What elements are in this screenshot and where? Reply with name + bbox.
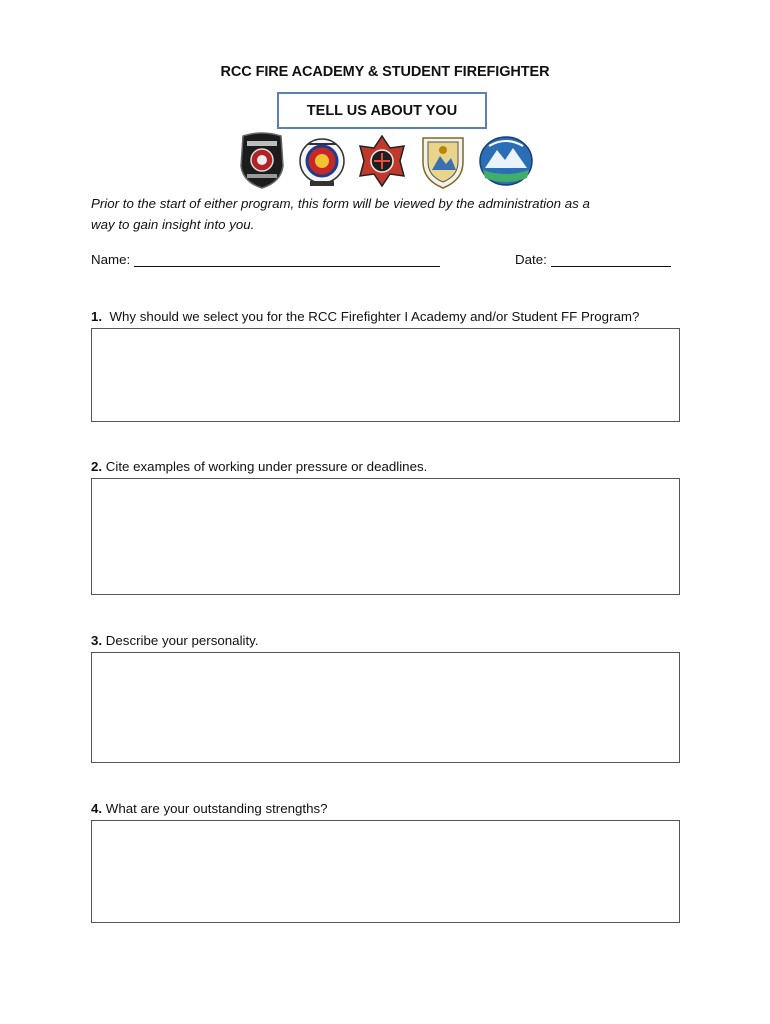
mountain-seal-logo	[477, 132, 535, 190]
page-title: RCC FIRE ACADEMY & STUDENT FIREFIGHTER	[220, 64, 550, 80]
name-label: Name:	[91, 252, 131, 267]
answer-box-1[interactable]	[91, 328, 680, 422]
question-text: Cite examples of working under pressure or deadlines.	[105, 459, 428, 474]
fire-district-seal-logo	[298, 132, 346, 190]
question-number: 3.	[91, 633, 103, 648]
question-number: 2.	[91, 459, 103, 474]
section-title-box	[277, 92, 487, 129]
name-input-line[interactable]	[134, 252, 440, 267]
date-input-line[interactable]	[551, 252, 671, 267]
question-number: 1.	[91, 309, 103, 324]
question-text: Describe your personality.	[105, 633, 259, 648]
answer-box-2[interactable]	[91, 478, 680, 595]
logo-row	[0, 132, 770, 192]
question-2	[91, 459, 427, 474]
question-number: 4.	[91, 801, 103, 816]
date-label: Date:	[515, 252, 547, 267]
question-1	[91, 309, 639, 324]
question-4	[91, 801, 328, 816]
name-field	[91, 252, 440, 267]
fire-badge-black-logo	[237, 132, 287, 190]
answer-box-4[interactable]	[91, 820, 680, 923]
question-text: Why should we select you for the RCC Firefighter I Academy and/or Student FF Program?	[109, 309, 640, 324]
intro-line-2: way to gain insight into you.	[91, 217, 255, 232]
answer-box-3[interactable]	[91, 652, 680, 763]
fire-maltese-cross-logo	[354, 132, 410, 190]
question-3	[91, 633, 259, 648]
section-title: TELL US ABOUT YOU	[306, 102, 458, 119]
intro-line-1: Prior to the start of either program, this form will be viewed by the administration as a	[91, 196, 590, 211]
intro-text	[91, 193, 691, 235]
question-text: What are your outstanding strengths?	[105, 801, 328, 816]
county-shield-logo	[418, 132, 468, 190]
date-field	[515, 252, 671, 267]
